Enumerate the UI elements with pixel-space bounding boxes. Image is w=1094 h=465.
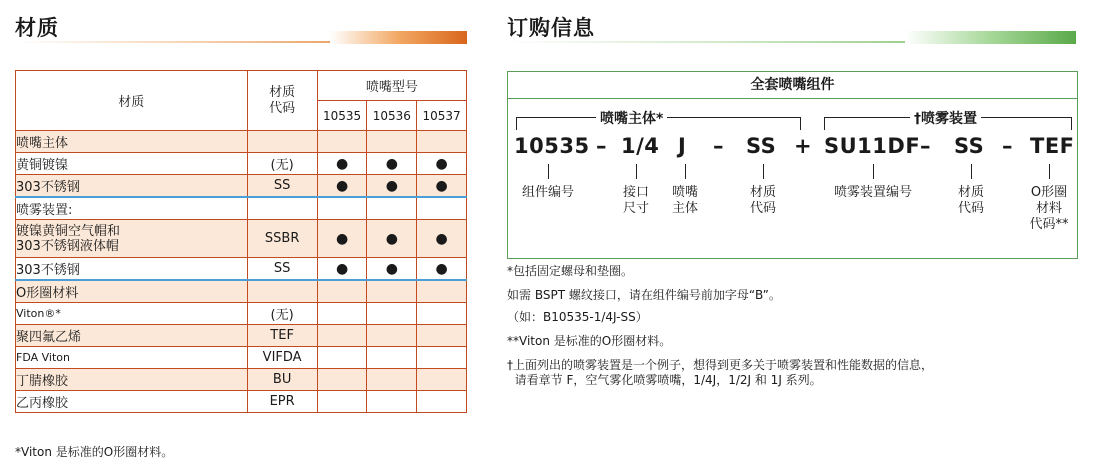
part-material: SS xyxy=(746,134,777,158)
row-dot xyxy=(317,369,367,391)
note-line: 如需 BSPT 螺纹接口，请在组件编号前加字母“B”。 xyxy=(507,288,781,302)
row-dot: ● xyxy=(367,220,417,258)
label-material-code: 材质 代码 xyxy=(749,185,776,216)
row-label: 黄铜镀镍 xyxy=(16,153,248,175)
table-row xyxy=(16,369,467,391)
model-col-2: 10536 xyxy=(367,101,417,131)
row-code xyxy=(247,197,317,220)
row-dot xyxy=(367,391,417,413)
row-label: 喷雾装置: xyxy=(16,197,248,220)
row-code xyxy=(247,131,317,153)
row-code: SS xyxy=(247,258,317,281)
row-label: 聚四氟乙烯 xyxy=(16,325,248,347)
row-dot: ● xyxy=(417,175,467,198)
header-nozzle-model: 喷嘴型号 xyxy=(317,71,466,101)
row-dot xyxy=(317,280,367,303)
group-nozzle-body: 喷嘴主体* xyxy=(596,108,667,128)
row-dot xyxy=(417,131,467,153)
part-sep: – xyxy=(596,134,607,158)
row-code: (无) xyxy=(247,303,317,325)
label-oring-code: O形圈 材料 代码** xyxy=(1029,185,1069,232)
row-dot: ● xyxy=(317,258,367,281)
table-row xyxy=(16,325,467,347)
row-label: 乙丙橡胶 xyxy=(16,391,248,413)
row-dot xyxy=(317,347,367,369)
ordering-title: 订购信息 xyxy=(507,16,595,40)
row-code: VIFDA xyxy=(247,347,317,369)
row-dot xyxy=(367,347,417,369)
model-col-1: 10535 xyxy=(317,101,367,131)
row-dot xyxy=(317,303,367,325)
model-col-3: 10537 xyxy=(417,101,467,131)
tick xyxy=(1049,164,1050,179)
row-code: SS xyxy=(247,175,317,198)
tick xyxy=(548,164,549,179)
row-dot xyxy=(417,197,467,220)
part-setup-material: SS xyxy=(954,134,985,158)
row-label: FDA Viton xyxy=(16,347,248,369)
note-line: 请看章节 F，空气雾化喷雾喷嘴，1/4J，1/2J 和 1J 系列。 xyxy=(507,373,822,387)
note-line: †上面列出的喷雾装置是一个例子，想得到更多关于喷雾装置和性能数据的信息， xyxy=(507,358,934,372)
table-row xyxy=(16,258,467,281)
part-sep: – xyxy=(1002,134,1013,158)
part-sep: – xyxy=(920,134,931,158)
row-dot xyxy=(367,280,417,303)
row-label: Viton®* xyxy=(16,303,248,325)
note-line: （如：B10535-1/4J-SS） xyxy=(507,310,648,324)
row-dot: ● xyxy=(317,175,367,198)
note-line: *包括固定螺母和垫圈。 xyxy=(507,264,634,278)
row-dot xyxy=(417,391,467,413)
row-dot xyxy=(417,280,467,303)
tick xyxy=(971,164,972,179)
part-inlet-size: 1/4 xyxy=(621,134,660,158)
row-label: O形圈材料 xyxy=(16,280,248,303)
row-dot xyxy=(417,325,467,347)
table-row xyxy=(16,197,467,220)
row-dot: ● xyxy=(367,175,417,198)
row-code: EPR xyxy=(247,391,317,413)
label-inlet-size: 接口 尺寸 xyxy=(622,185,649,216)
part-oring: TEF xyxy=(1030,134,1075,158)
group-spray-setup: †喷雾装置 xyxy=(910,108,981,128)
label-setup-material: 材质 代码 xyxy=(957,185,984,216)
part-sep: – xyxy=(713,134,724,158)
row-dot: ● xyxy=(367,258,417,281)
tick xyxy=(685,164,686,179)
row-dot xyxy=(417,347,467,369)
label-assembly-no: 组件编号 xyxy=(521,185,574,200)
materials-footnote: *Viton 是标准的O形圈材料。 xyxy=(15,445,174,459)
row-dot xyxy=(317,197,367,220)
note-line: **Viton 是标准的O形圈材料。 xyxy=(507,334,672,348)
part-assembly-no: 10535 xyxy=(514,134,590,158)
row-dot: ● xyxy=(317,220,367,258)
row-dot: ● xyxy=(417,258,467,281)
table-row xyxy=(16,280,467,303)
row-dot: ● xyxy=(317,153,367,175)
label-setup-no: 喷雾装置编号 xyxy=(833,185,912,200)
row-label: 303不锈钢 xyxy=(16,258,248,281)
header-material-code: 材质 代码 xyxy=(247,71,317,131)
row-code: BU xyxy=(247,369,317,391)
row-label: 丁腈橡胶 xyxy=(16,369,248,391)
row-dot xyxy=(417,369,467,391)
row-label: 303不锈钢 xyxy=(16,175,248,198)
row-code: SSBR xyxy=(247,220,317,258)
row-code: TEF xyxy=(247,325,317,347)
table-row xyxy=(16,347,467,369)
row-label: 镀镍黄铜空气帽和 303不锈钢液体帽 xyxy=(16,220,248,258)
row-code xyxy=(247,280,317,303)
row-dot xyxy=(367,131,417,153)
part-body: J xyxy=(678,134,687,158)
row-dot xyxy=(367,325,417,347)
header-material: 材质 xyxy=(16,71,248,131)
row-dot xyxy=(317,325,367,347)
tick xyxy=(763,164,764,179)
ordering-box-title: 全套喷嘴组件 xyxy=(508,72,1077,99)
row-dot xyxy=(317,391,367,413)
table-row xyxy=(16,153,467,175)
tick xyxy=(873,164,874,179)
row-dot: ● xyxy=(417,153,467,175)
materials-title-bar xyxy=(330,31,467,44)
row-code: (无) xyxy=(247,153,317,175)
part-plus: + xyxy=(794,134,813,158)
row-dot xyxy=(417,303,467,325)
row-label: 喷嘴主体 xyxy=(16,131,248,153)
row-dot xyxy=(367,303,417,325)
table-row xyxy=(16,303,467,325)
row-dot: ● xyxy=(417,220,467,258)
table-row xyxy=(16,131,467,153)
table-row xyxy=(16,175,467,198)
materials-table xyxy=(15,70,467,413)
table-row xyxy=(16,391,467,413)
ordering-title-bar xyxy=(905,31,1076,44)
materials-title: 材质 xyxy=(15,16,59,40)
tick xyxy=(636,164,637,179)
row-dot xyxy=(367,369,417,391)
row-dot: ● xyxy=(367,153,417,175)
part-setup-no: SU11DF xyxy=(824,134,921,158)
label-body: 喷嘴 主体 xyxy=(671,185,698,216)
table-row xyxy=(16,220,467,258)
row-dot xyxy=(367,197,417,220)
row-dot xyxy=(317,131,367,153)
ordering-box xyxy=(507,71,1078,259)
